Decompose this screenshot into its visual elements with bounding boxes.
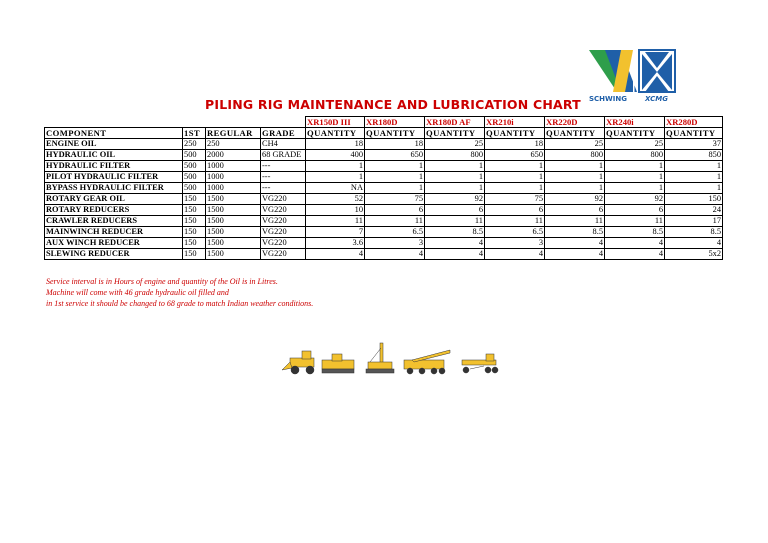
paver-icon [322,354,354,373]
table-row [45,227,723,238]
quantity-cell: 1 [545,183,605,194]
grade-cell: --- [261,183,306,194]
quantity-cell: 6.5 [485,227,545,238]
regular-service-cell: 1500 [206,205,261,216]
component-cell: ROTARY REDUCERS [45,205,183,216]
quantity-cell: 1 [306,161,365,172]
table-row [45,238,723,249]
quantity-cell: 1 [545,172,605,183]
header-quantity: QUANTITY [365,128,425,139]
first-service-cell: 150 [183,205,206,216]
regular-service-cell: 1500 [206,216,261,227]
model-name: XR210i [485,117,545,128]
component-cell: BYPASS HYDRAULIC FILTER [45,183,183,194]
quantity-cell: 4 [545,238,605,249]
quantity-cell: 6 [545,205,605,216]
header-quantity: QUANTITY [605,128,665,139]
quantity-cell: 92 [605,194,665,205]
quantity-cell: 4 [605,238,665,249]
regular-service-cell: 2000 [206,150,261,161]
grade-cell: 68 GRADE [261,150,306,161]
quantity-cell: 37 [665,139,723,150]
grade-cell: VG220 [261,194,306,205]
header-row [45,128,723,139]
note-line: in 1st service it should be changed to 68 grade to match Indian weather conditions. [46,299,314,308]
model-name: XR280D [665,117,723,128]
quantity-cell: 150 [665,194,723,205]
quantity-cell: 18 [306,139,365,150]
regular-service-cell: 1500 [206,194,261,205]
quantity-cell: 6.5 [365,227,425,238]
quantity-cell: 1 [365,183,425,194]
model-name: XR240i [605,117,665,128]
component-cell: ENGINE OIL [45,139,183,150]
grade-cell: VG220 [261,227,306,238]
header-quantity: QUANTITY [425,128,485,139]
quantity-cell: 1 [605,183,665,194]
quantity-cell: 6 [605,205,665,216]
first-service-cell: 500 [183,150,206,161]
machinery-illustration [282,342,512,376]
logo-left-text: SCHWING [589,95,627,103]
quantity-cell: 11 [306,216,365,227]
quantity-cell: 6 [365,205,425,216]
grade-cell: VG220 [261,205,306,216]
quantity-cell: 400 [306,150,365,161]
quantity-cell: 4 [306,249,365,260]
quantity-cell: 1 [545,161,605,172]
quantity-cell: 1 [425,172,485,183]
note-line: Service interval is in Hours of engine and quantity of the Oil is in Litres. [46,277,278,286]
quantity-cell: 75 [365,194,425,205]
quantity-cell: 800 [545,150,605,161]
quantity-cell: 8.5 [665,227,723,238]
quantity-cell: 11 [425,216,485,227]
quantity-cell: 6 [425,205,485,216]
schwing-xcmg-logo [587,48,723,104]
quantity-cell: 650 [365,150,425,161]
quantity-cell: 1 [605,161,665,172]
model-name: XR220D [545,117,605,128]
piling-rig-icon [366,343,394,373]
quantity-cell: 1 [665,183,723,194]
motor-grader-icon [462,354,498,373]
quantity-cell: 17 [665,216,723,227]
model-name: XR180D [365,117,425,128]
table-row [45,205,723,216]
first-service-cell: 500 [183,183,206,194]
first-service-cell: 150 [183,194,206,205]
quantity-cell: 1 [485,183,545,194]
quantity-cell: 1 [605,172,665,183]
quantity-cell: 92 [425,194,485,205]
component-cell: ROTARY GEAR OIL [45,194,183,205]
grade-cell: --- [261,172,306,183]
quantity-cell: 7 [306,227,365,238]
quantity-cell: 52 [306,194,365,205]
quantity-cell: 4 [365,249,425,260]
first-service-cell: 150 [183,238,206,249]
first-service-cell: 250 [183,139,206,150]
first-service-cell: 500 [183,172,206,183]
quantity-cell: 11 [605,216,665,227]
mobile-crane-icon [404,350,450,374]
model-name: XR150D III [306,117,365,128]
quantity-cell: 18 [365,139,425,150]
component-cell: SLEWING REDUCER [45,249,183,260]
page-title: PILING RIG MAINTENANCE AND LUBRICATION CHART [205,97,581,112]
header-quantity: QUANTITY [665,128,723,139]
header-grade: GRADE [261,128,306,139]
grade-cell: VG220 [261,238,306,249]
quantity-cell: 11 [485,216,545,227]
header-component: COMPONENT [45,128,183,139]
quantity-cell: 25 [425,139,485,150]
quantity-cell: 1 [665,161,723,172]
grade-cell: VG220 [261,216,306,227]
regular-service-cell: 1000 [206,183,261,194]
quantity-cell: 4 [665,238,723,249]
quantity-cell: 1 [365,172,425,183]
service-notes [46,276,313,309]
quantity-cell: 850 [665,150,723,161]
quantity-cell: 1 [425,183,485,194]
component-cell: PILOT HYDRAULIC FILTER [45,172,183,183]
logo-right-text: XCMG [645,95,668,103]
first-service-cell: 150 [183,249,206,260]
table-row [45,161,723,172]
quantity-cell: 3 [485,238,545,249]
quantity-cell: 25 [605,139,665,150]
quantity-cell: 5x2 [665,249,723,260]
quantity-cell: 800 [425,150,485,161]
quantity-cell: 4 [605,249,665,260]
quantity-cell: 4 [425,249,485,260]
quantity-cell: 4 [425,238,485,249]
regular-service-cell: 1500 [206,227,261,238]
table-row [45,183,723,194]
quantity-cell: 1 [485,161,545,172]
quantity-cell: 3 [365,238,425,249]
maintenance-table [44,116,723,260]
header-quantity: QUANTITY [306,128,365,139]
quantity-cell: 1 [485,172,545,183]
table-row [45,194,723,205]
component-cell: HYDRAULIC FILTER [45,161,183,172]
grade-cell: VG220 [261,249,306,260]
quantity-cell: 1 [425,161,485,172]
table-row [45,216,723,227]
quantity-cell: 11 [365,216,425,227]
component-cell: AUX WINCH REDUCER [45,238,183,249]
header-first: 1ST [183,128,206,139]
quantity-cell: 25 [545,139,605,150]
quantity-cell: 92 [545,194,605,205]
quantity-cell: 3.6 [306,238,365,249]
quantity-cell: 1 [365,161,425,172]
quantity-cell: 11 [545,216,605,227]
component-cell: MAINWINCH REDUCER [45,227,183,238]
header-quantity: QUANTITY [485,128,545,139]
quantity-cell: 24 [665,205,723,216]
quantity-cell: 800 [605,150,665,161]
first-service-cell: 500 [183,161,206,172]
first-service-cell: 150 [183,227,206,238]
grade-cell: CH4 [261,139,306,150]
quantity-cell: 8.5 [605,227,665,238]
table-row [45,139,723,150]
component-cell: HYDRAULIC OIL [45,150,183,161]
quantity-cell: 6 [485,205,545,216]
quantity-cell: 1 [306,172,365,183]
regular-service-cell: 1500 [206,249,261,260]
quantity-cell: 8.5 [545,227,605,238]
quantity-cell: 18 [485,139,545,150]
wheel-loader-icon [282,351,314,374]
grade-cell: --- [261,161,306,172]
quantity-cell: 8.5 [425,227,485,238]
table-row [45,249,723,260]
component-cell: CRAWLER REDUCERS [45,216,183,227]
quantity-cell: NA [306,183,365,194]
regular-service-cell: 1000 [206,161,261,172]
table-row [45,172,723,183]
header-regular: REGULAR [206,128,261,139]
quantity-cell: 75 [485,194,545,205]
quantity-cell: 650 [485,150,545,161]
model-name: XR180D AF [425,117,485,128]
regular-service-cell: 1000 [206,172,261,183]
quantity-cell: 10 [306,205,365,216]
quantity-cell: 4 [485,249,545,260]
quantity-cell: 4 [545,249,605,260]
header-quantity: QUANTITY [545,128,605,139]
quantity-cell: 1 [665,172,723,183]
regular-service-cell: 250 [206,139,261,150]
regular-service-cell: 1500 [206,238,261,249]
first-service-cell: 150 [183,216,206,227]
table-row [45,150,723,161]
note-line: Machine will come with 46 grade hydraulic oil filled and [46,288,229,297]
model-row [45,117,723,128]
